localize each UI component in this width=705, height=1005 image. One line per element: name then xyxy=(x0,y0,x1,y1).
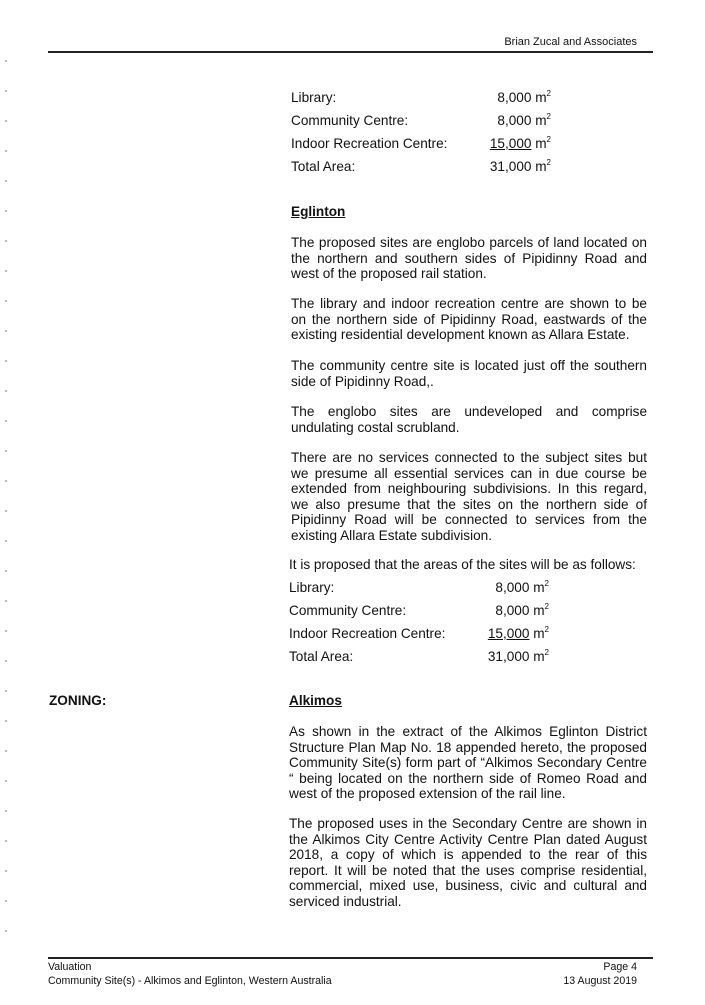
area-label: Community Centre: xyxy=(289,603,407,618)
area-row-library xyxy=(289,576,559,599)
scan-margin-marks xyxy=(5,60,7,940)
area-row-library xyxy=(291,86,561,109)
header-rule xyxy=(48,51,653,53)
eglinton-paragraph-2: The library and indoor recreation centre are shown to be on the northern side of Pipidinny Road, eastwards of the existing residential development known as Allara Estate. xyxy=(291,296,647,343)
area-row-indoor-recreation xyxy=(289,622,559,645)
eglinton-paragraph-6: It is proposed that the areas of the sites will be as follows: xyxy=(289,557,636,572)
footer-document-title: Community Site(s) - Alkimos and Eglinton, Western Australia xyxy=(48,974,332,987)
area-label: Indoor Recreation Centre: xyxy=(289,626,446,641)
footer-rule xyxy=(48,957,653,959)
eglinton-paragraph-4: The englobo sites are undeveloped and comprise undulating costal scrubland. xyxy=(291,404,647,435)
area-value: 31,000 $m^2$ xyxy=(487,648,549,664)
area-label: Indoor Recreation Centre: xyxy=(291,136,448,151)
area-row-indoor-recreation xyxy=(291,132,561,155)
zoning-label: ZONING: xyxy=(49,693,107,708)
footer-document-type: Valuation xyxy=(48,961,92,973)
eglinton-heading: Eglinton xyxy=(291,204,346,219)
area-label: Library: xyxy=(289,580,335,595)
header-company: Brian Zucal and Associates xyxy=(504,36,637,48)
eglinton-paragraph-5: There are no services connected to the subject sites but we presume all essential services can in due course be extended from neighbouring subdivisions. In this regard, we also presume that the sites on the northern side of Pipidinny Road will be connected to services from the existing Allara Estate subdivision. xyxy=(291,450,647,543)
eglinton-paragraph-3: The community centre site is located just off the southern side of Pipidinny Road,. xyxy=(291,358,647,389)
zoning-paragraph-2: The proposed uses in the Secondary Centre are shown in the Alkimos City Centre Activity Centre Plan dated August 2018, a copy of which is appended to the rear of this report. It will be noted that the uses comprise residential, commercial, mixed use, business, civic and cultural and serviced industrial. xyxy=(289,816,647,909)
area-label: Community Centre: xyxy=(291,113,409,128)
eglinton-paragraph-1: The proposed sites are englobo parcels of land located on the northern and southern sides of Pipidinny Road and west of the proposed rail station. xyxy=(291,235,647,282)
alkimos-heading: Alkimos xyxy=(289,693,342,708)
footer-page-number: Page 4 xyxy=(603,961,637,973)
area-value: 8,000 $m^2$ xyxy=(495,579,549,595)
area-row-total xyxy=(291,155,561,178)
area-value: 8,000 $m^2$ xyxy=(495,602,549,618)
area-row-community-centre xyxy=(289,599,559,622)
eglinton-area-table xyxy=(289,576,559,668)
area-value: 8,000 $m^2$ xyxy=(497,112,551,128)
area-row-total xyxy=(289,645,559,668)
area-value: 31,000 $m^2$ xyxy=(489,158,551,174)
area-label: Library: xyxy=(291,90,337,105)
area-value: 15,000 $m^2$ xyxy=(487,625,549,641)
area-row-community-centre xyxy=(291,109,561,132)
footer-left xyxy=(48,961,332,988)
footer-date: 13 August 2019 xyxy=(563,974,637,987)
footer-right xyxy=(563,961,637,988)
area-label: Total Area: xyxy=(289,649,354,664)
alkimos-area-table xyxy=(291,86,561,178)
area-label: Total Area: xyxy=(291,159,356,174)
zoning-paragraph-1: As shown in the extract of the Alkimos Eglinton District Structure Plan Map No. 18 appended hereto, the proposed Community Site(s) form part of “Alkimos Secondary Centre “ being located on the northern side of Romeo Road and west of the proposed extension of the rail line. xyxy=(289,724,647,802)
area-value: 8,000 $m^2$ xyxy=(497,89,551,105)
area-value: 15,000 $m^2$ xyxy=(489,135,551,151)
